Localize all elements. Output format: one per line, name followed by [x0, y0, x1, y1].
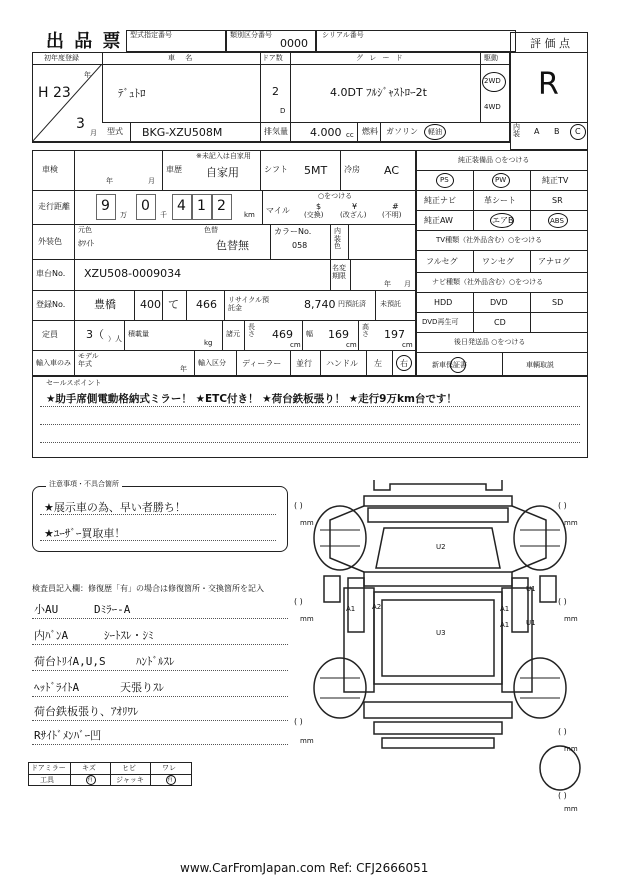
fuel-diesel: 軽油 — [428, 128, 442, 136]
insp-1b: Dﾐﾗｰ-A — [94, 603, 131, 616]
wid-label: 幅 — [306, 330, 313, 338]
later-warranty: 新車保証書 — [432, 361, 467, 369]
car-name-label: 車 名 — [168, 54, 197, 62]
mileage-km: km — [244, 211, 255, 219]
shift-value: 5MT — [304, 164, 328, 177]
tv-analog: アナログ — [538, 257, 570, 266]
eq-navi: 純正ナビ — [424, 196, 456, 205]
chassis-label: 車台No. — [36, 269, 66, 278]
insp-4a: ﾍｯﾄﾞﾗｲﾄA — [34, 681, 80, 694]
insp-3b: ﾊﾝﾄﾞﾙｽﾚ — [136, 655, 175, 668]
ac-value: AC — [384, 164, 400, 177]
insp-4b: 天張りｽﾚ — [120, 681, 164, 694]
damage-a1-left: A1 — [346, 605, 356, 613]
class-label: 類別区分番号 — [230, 31, 272, 39]
navi-cd: CD — [494, 318, 506, 327]
tire-rl-mm: mm — [300, 615, 314, 623]
interior-a: A — [534, 127, 540, 136]
rating-label: 評 価 点 — [530, 37, 570, 50]
eq-sr: SR — [552, 196, 563, 205]
vehicle-damage-diagram — [290, 478, 590, 818]
recycle-label: リサイクル預託金 — [228, 296, 270, 313]
caution-box — [32, 486, 288, 552]
disp-value: 4.000 — [310, 126, 342, 139]
mileage-sen: 千 — [160, 211, 167, 219]
sales-point-box — [32, 376, 588, 458]
damage-a1-right2: A1 — [500, 621, 510, 629]
disp-label: 排気量 — [264, 127, 288, 136]
mileage-label: 走行距離 — [38, 202, 70, 211]
mile-opt-unknown: (不明) — [382, 211, 402, 219]
tire-fl-bracket: ( ) — [294, 501, 303, 510]
eq-pw: PW — [495, 176, 507, 184]
tire-br-bracket: ( ) — [558, 727, 567, 736]
insp-5: 荷台鉄板張り、ｱｵﾘﾜﾚ — [34, 705, 139, 718]
color-code-value: 058 — [292, 241, 308, 250]
reg-area: 豊橋 — [94, 298, 116, 311]
mile-opt-mile: マイル — [266, 206, 290, 215]
capacity-label: 定員 — [42, 330, 58, 339]
month-label: 月 — [90, 129, 97, 137]
reg-label: 登録No. — [36, 300, 66, 309]
fuel-gas: ガソリン — [386, 127, 418, 136]
era-year-value: H 23 — [38, 85, 71, 101]
drive-label: 駆動 — [484, 54, 498, 62]
hgt-value: 197 — [384, 328, 405, 341]
caution-label: 注意事項・不具合箇所 — [46, 481, 122, 488]
hgt-label: 高さ — [362, 323, 369, 338]
tire-fr-bracket: ( ) — [558, 501, 567, 510]
drive-4wd: 4WD — [484, 103, 501, 111]
ac-label: 冷房 — [344, 165, 360, 174]
inspector-label: 検査員記入欄：修復歴「有」の場合は修復箇所・交換箇所を記入 — [32, 584, 264, 593]
insp-2a: 内ﾊﾞﾝA — [34, 629, 69, 642]
mileage-d2: 0 — [141, 198, 150, 214]
legend-scratch: キズ — [82, 764, 96, 772]
damage-u1-top: U1 — [526, 585, 536, 593]
legend-door-mirror: ドアミラー — [31, 764, 66, 772]
mile-opt-yen: ¥ — [352, 202, 358, 211]
recycle-unit: 円預託済 — [338, 300, 366, 308]
color-change-label: 色替 — [204, 226, 218, 234]
eq-ps: PS — [440, 176, 449, 184]
tire-fr-mm: mm — [564, 519, 578, 527]
capacity-unit: ）人 — [108, 335, 122, 343]
len-label: 長さ — [248, 323, 255, 338]
wid-value: 169 — [328, 328, 349, 341]
interior-c: C — [575, 127, 581, 136]
name-change-year: 年 — [384, 280, 391, 288]
later-label: 後日発送品 ○をつける — [454, 338, 526, 346]
tire-rr-mm: mm — [564, 615, 578, 623]
mile-opt-hash: # — [392, 202, 399, 211]
insp-1a: 小AU — [34, 603, 59, 616]
import-label: 輸入車のみ — [36, 359, 71, 367]
model-label: 型式 — [107, 127, 123, 136]
model-year-label: モデル年式 — [78, 352, 99, 368]
legend-tools: 工具 — [40, 776, 54, 784]
damage-a2: A2 — [372, 603, 382, 611]
handle-right: 右 — [400, 359, 408, 368]
legend-jack: ジャッキ — [116, 776, 144, 784]
len-value: 469 — [272, 328, 293, 341]
load-unit: kg — [204, 339, 213, 347]
footer-reference: www.CarFromJapan.com Ref: CFJ2666051 — [180, 861, 429, 875]
name-change-label: 名変期限 — [332, 264, 346, 281]
name-change-month: 月 — [404, 280, 411, 288]
mileage-d5: 2 — [217, 198, 226, 214]
grade-label: グ レ ー ド — [356, 54, 405, 62]
history-value: 自家用 — [206, 166, 239, 179]
tv-type-label: TV種類（社外品含む）○をつける — [436, 236, 543, 244]
model-value: BKG-XZU508M — [142, 126, 223, 139]
damage-a1-right: A1 — [500, 605, 510, 613]
orig-color-label: 元色 — [78, 226, 92, 234]
eq-leather: 革シート — [484, 196, 516, 205]
private-note: ※未記入は自家用 — [196, 152, 251, 160]
caution-2: ★ﾕｰｻﾞｰ買取車！ — [44, 527, 126, 540]
hgt-unit: cm — [402, 341, 413, 349]
capacity-value: 3（ — [86, 328, 104, 341]
eq-tv: 純正TV — [542, 176, 569, 185]
interior-b: B — [554, 127, 560, 136]
eq-airbag: エアB — [492, 216, 514, 225]
history-label: 車歴 — [166, 165, 182, 174]
orig-color-value: ﾎﾜｲﾄ — [78, 239, 94, 248]
equip-label: 純正装備品 ○をつける — [458, 156, 530, 164]
damage-u2: U2 — [436, 543, 446, 551]
load-label: 積載量 — [128, 330, 149, 338]
mileage-d1: 9 — [101, 198, 110, 214]
caution-1: ★展示車の為、早い者勝ち！ — [44, 501, 186, 514]
month-value: 3 — [76, 116, 85, 132]
tire-spare-mm: mm — [564, 805, 578, 813]
disp-unit: cc — [346, 131, 354, 139]
navi-dvd: DVD — [490, 298, 508, 307]
shaken-year: 年 — [106, 177, 113, 185]
damage-u3: U3 — [436, 629, 446, 637]
tv-fullseg: フルセグ — [426, 257, 458, 266]
len-unit: cm — [290, 341, 301, 349]
navi-type-label: ナビ種類（社外品含む）○をつける — [432, 278, 544, 286]
mileage-man: 万 — [120, 211, 127, 219]
eq-abs: ABS — [550, 217, 564, 225]
shaken-label: 車検 — [42, 165, 58, 174]
header-row — [32, 30, 588, 52]
recycle-value: 8,740 — [304, 298, 336, 311]
navi-dvd-play: DVD再生可 — [422, 318, 459, 326]
sales-point-text: ★助手席側電動格納式ミラー！ ★ETC付き！ ★荷台鉄板張り！ ★走行9万km台です！ — [46, 393, 457, 405]
type-no-label: 型式指定番号 — [130, 31, 172, 39]
mileage-d4: 1 — [197, 198, 206, 214]
legend-crack: ヒビ — [122, 764, 136, 772]
interior-label: 内装 — [513, 123, 520, 138]
wid-unit: cm — [346, 341, 357, 349]
tire-rl-bracket: ( ) — [294, 597, 303, 606]
tire-bl-bracket: ( ) — [294, 717, 303, 726]
interior-color-label: 内装色 — [334, 227, 341, 251]
class-value: 0000 — [280, 37, 308, 50]
grade-value: 4.0DT ﾌﾙｼﾞｬｽﾄﾛｰ2t — [330, 86, 427, 99]
year-label: 年 — [84, 71, 91, 79]
tire-spare-bracket: ( ) — [558, 791, 567, 800]
drive-2wd: 2WD — [484, 77, 501, 85]
mile-opt-dollar: $ — [316, 202, 322, 211]
tv-oneseg: ワンセグ — [482, 257, 514, 266]
first-reg-label: 初年度登録 — [44, 54, 79, 62]
color-code-label: カラーNo. — [274, 227, 312, 236]
eq-aw: 純正AW — [424, 216, 453, 225]
mile-opt-tamper: (改ざん) — [340, 211, 367, 219]
tire-fl-mm: mm — [300, 519, 314, 527]
tire-bl-mm: mm — [300, 737, 314, 745]
legend-jack-yes: 有 — [167, 776, 174, 783]
insp-3a: 荷台ﾄﾘｲA,U,S — [34, 655, 106, 668]
tire-br-mm: mm — [564, 745, 578, 753]
dims-label: 諸元 — [226, 330, 240, 338]
dealer-label: ディーラー — [242, 359, 282, 368]
color-change-value: 色替無 — [216, 239, 249, 252]
sales-point-label: セールスポイント — [46, 379, 102, 387]
navi-sd: SD — [552, 298, 564, 307]
form-title: 出 品 票 — [46, 31, 123, 52]
legend-break: ワレ — [162, 764, 176, 772]
damage-u1-mid: U1 — [526, 619, 536, 627]
model-year-unit: 年 — [180, 365, 187, 373]
reg-kana: て — [168, 298, 179, 311]
rating-value: R — [538, 67, 559, 102]
doors-sub: D — [280, 107, 286, 115]
doors-value: 2 — [272, 85, 279, 98]
mile-circle-note: ○をつける — [318, 192, 353, 200]
reg-num: 466 — [196, 298, 217, 311]
doors-label: ドア数 — [262, 54, 283, 62]
serial-label: シリアル番号 — [322, 31, 364, 39]
insp-6: Rｻｲﾄﾞﾒﾝﾊﾞｰ凹 — [34, 729, 102, 742]
legend-tools-yes: 有 — [87, 776, 94, 783]
tire-rr-bracket: ( ) — [558, 597, 567, 606]
shaken-month: 月 — [148, 177, 155, 185]
later-manual: 車輌取説 — [526, 361, 554, 369]
handle-label: ハンドル — [326, 359, 358, 368]
chassis-value: XZU508-0009034 — [84, 267, 182, 280]
handle-left: 左 — [374, 359, 382, 368]
recycle-unpaid: 未預託 — [380, 300, 401, 308]
car-name-value: ﾃﾞｭﾄﾛ — [118, 87, 146, 100]
mileage-d3: 4 — [177, 198, 186, 214]
import-class-label: 輸入区分 — [198, 359, 226, 367]
fuel-label: 燃料 — [362, 127, 378, 136]
reg-class: 400 — [140, 298, 161, 311]
insp-2b: ｼｰﾄｽﾚ・ｼﾐ — [104, 629, 154, 642]
parallel-label: 並行 — [296, 359, 312, 368]
shift-label: シフト — [264, 165, 288, 174]
mile-opt-exchange: (交換) — [304, 211, 324, 219]
navi-hdd: HDD — [434, 298, 453, 307]
color-label: 外装色 — [38, 237, 62, 246]
